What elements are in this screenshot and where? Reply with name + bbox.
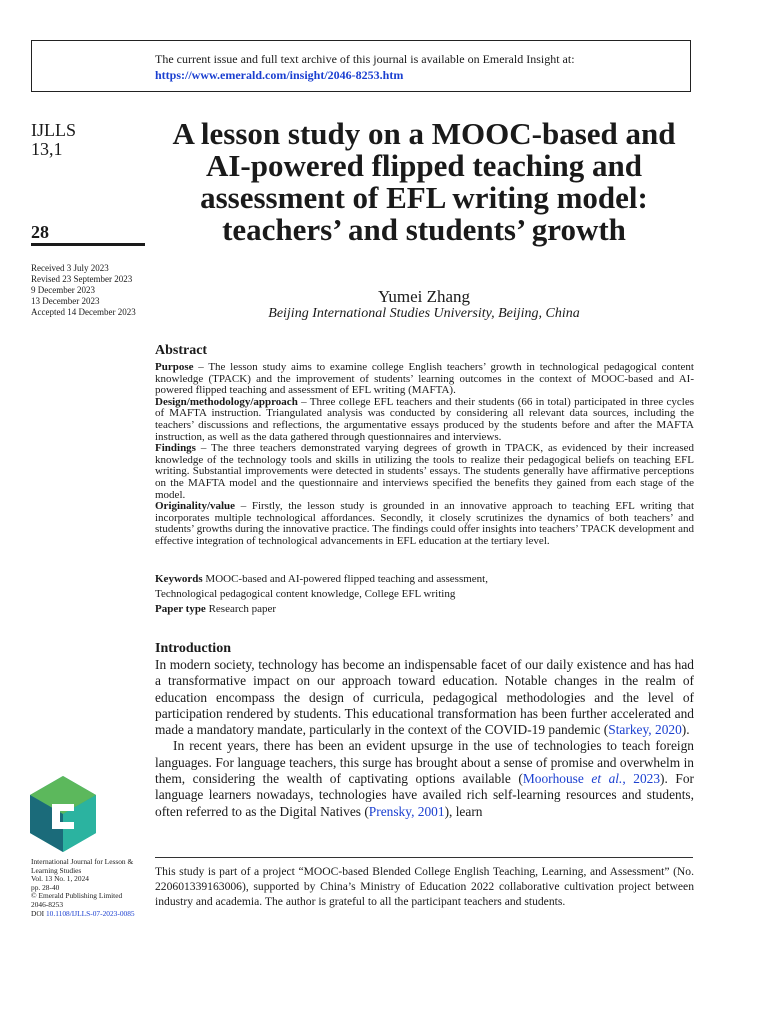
footnote-rule <box>155 857 693 858</box>
article-title: A lesson study on a MOOC-based and AI-powered flipped teaching and assessment of EFL writing model: teachers’ and students’ growth <box>172 116 676 247</box>
emerald-logo-icon <box>30 776 96 852</box>
banner-text: The current issue and full text archive of this journal is available on Emerald Insight at: <box>155 52 575 66</box>
history-dates <box>31 263 136 318</box>
abstract-heading: Abstract <box>155 343 208 358</box>
sidebar-rule <box>31 243 145 246</box>
citation-link[interactable]: Moorhouse et al., 2023 <box>522 771 661 787</box>
doi-link[interactable]: 10.1108/IJLLS-07-2023-0085 <box>45 908 135 918</box>
intro-paragraph: In recent years, there has been an evident upsurge in the use of technologies to teach foreign languages. For language teachers, this surge has brought about a sense of promise and overwhelm in them, considering the wealth of captivating options available (Moorhouse et al., 2023). For language learners nowadays, technologies have availed rich self-learning resources and students, often referred to as the Digital Natives (Prensky, 2001), learn <box>155 738 694 819</box>
citation-link[interactable]: Prensky, 2001 <box>368 803 445 819</box>
paper-type: Paper type Research paper <box>155 603 277 615</box>
introduction-body <box>155 657 694 820</box>
journal-info: International Journal for Lesson & Learning Studies Vol. 13 No. 1, 2024 pp. 28-40 © Emerald Publishing Limited 2046-8253 DOI 10.1108/IJLLS-07-2023-0085 <box>31 858 149 918</box>
date-line: 9 December 2023 <box>31 285 95 295</box>
doi-line: DOI 10.1108/IJLLS-07-2023-0085 <box>31 908 135 918</box>
abstract-body <box>155 362 694 548</box>
journal-url-link[interactable]: https://www.emerald.com/insight/2046-8253.htm <box>155 68 404 82</box>
introduction-heading: Introduction <box>155 641 231 656</box>
date-line: 13 December 2023 <box>31 296 100 306</box>
footnote-text: This study is part of a project “MOOC-based Blended College English Teaching, Learning, and Assessment” (No. 220601339163006), supported by China’s Ministry of Education 2022 collaborative cultivation project between industry and academia. The author is grateful to all the participant teachers and students. <box>155 865 694 908</box>
date-line: Received 3 July 2023 <box>31 263 109 273</box>
abstract-design: Design/methodology/approach – Three college EFL teachers and their students (66 in total) participated in three cycles of MAFTA instruction. Triangulated analysis was conducted by considering all relevant data sources, including the teachers’ discussions and reflections, the argumentative essays produced by the students before and after the MAFTA instruction, as well as the data gathered through questionnaires and interviews. <box>155 395 694 443</box>
keywords-line: Keywords MOOC-based and AI-powered flipped teaching and assessment, <box>155 573 488 585</box>
date-line: Revised 23 September 2023 <box>31 274 133 284</box>
date-line: Accepted 14 December 2023 <box>31 307 136 317</box>
intro-paragraph: In modern society, technology has become an indispensable facet of our daily existence and has had a transformative impact on our approach toward education. Notable changes in the realm of education encompass the design of curricula, pedagogical methodologies and the level of participation rendered by students. This educational transformation has been further accelerated and made a mandatory mandate, particularly in the context of the COVID-19 pandemic (Starkey, 2020). <box>155 657 694 738</box>
volume-issue: 13,1 <box>31 139 63 159</box>
abstract-findings: Findings – The three teachers demonstrated varying degrees of growth in TPACK, as evidenced by their increased knowledge of the technology tools and skills in utilizing the tools to realize their pedagogical beliefs on teaching EFL writing. Substantial improvements were detected in students’ essays. The students generally have affirmative perceptions on the MAFTA model and the questionnaire and interviews specified the benefits they gained from each stage of the model. <box>155 442 694 501</box>
author-name: Yumei Zhang <box>377 287 471 306</box>
abstract-originality: Originality/value – Firstly, the lesson study is grounded in an innovative approach to teaching EFL writing that incorporates multiple technological affordances. Secondly, it closely scrutinizes the dynamics of both teachers’ and students’ growths during the innovative practice. The findings could offer insights into teachers’ TPACK development and effective integration of technological advancements in EFL education at the tertiary level. <box>155 500 694 547</box>
page-number: 28 <box>31 222 49 242</box>
keywords-line-2: Technological pedagogical content knowledge, College EFL writing <box>155 588 456 600</box>
abstract-purpose: Purpose – The lesson study aims to examine college English teachers’ growth in technological pedagogical content knowledge (TPACK) and the improvement of students’ learning outcomes in the context of MOOC-based and AI-powered flipped teaching and assessment of EFL writing (MAFTA). <box>155 361 694 397</box>
citation-link[interactable]: Starkey, 2020 <box>608 722 682 738</box>
journal-code <box>31 121 76 159</box>
journal-abbrev: IJLLS <box>31 120 76 140</box>
author-affiliation: Beijing International Studies University, Beijing, China <box>268 306 580 321</box>
